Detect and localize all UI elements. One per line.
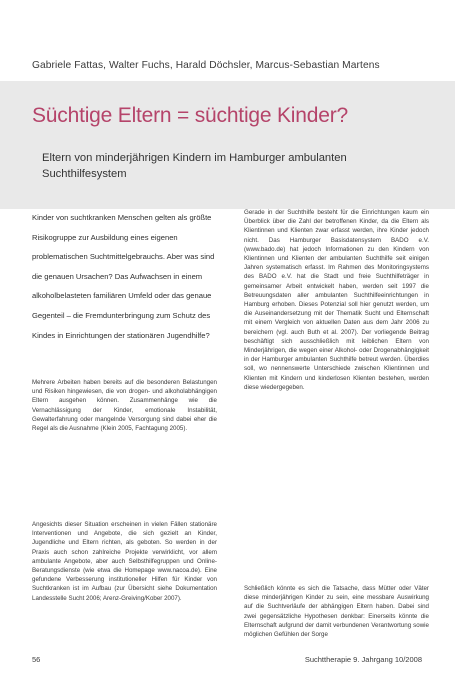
journal-footer: Suchttherapie 9. Jahrgang 10/2008 [304,655,422,664]
body-paragraph: Gerade in der Suchthilfe besteht für die Einrichtungen kaum ein Überblick über die Zahl der betroffenen Kinder, da die Eltern als Klientinnen und Klienten zwar erfasst werden, ihre Kinder jedoch nicht. Das Hamburger Basisdatensystem BADO e.V. (www.bado.de) hat jedoch Informationen zu den Kindern von Klientinnen und Klienten der ambulanten Suchthilfe seit einigen Jahren systematisch erfasst. Im Rahmen des Monitoringsystems des BADO e.V. hat die Stadt und freie Suchthilfeträger in gemeinsamer Arbeit entwickelt haben, werden seit 1997 die Betreuungsdaten aller ambulanten Suchthilfeeinrichtungen in Hamburg erhoben. Dieses Potenzial soll hier genutzt werden, um die Auseinandersetzung mit der Thematik Sucht und Elternschaft mit einem Vergleich von aktuellen Daten aus dem Jahr 2006 zu bereichern (vgl. auch Buth et al. 2007). Der vorliegende Beitrag beschäftigt sich ausschließlich mit leiblichen Eltern von Minderjährigen, die wegen einer Alkohol- oder Drogenabhängigkeit in der Hamburger ambulanten Suchthilfe betreut werden. Überdies soll, wo nennenswerte Unterschiede zwischen Klientinnen und Klienten mit Kindern und kinderlosen Klienten bestehen, werden diese wiedergegeben. [244,209,429,391]
body-paragraph: Schließlich könnte es sich die Tatsache, dass Mütter oder Väter diese minderjährigen Kinder zu sein, eine messbare Auswirkung auf die Suchtverläufe der abhängigen Eltern haben. Dabei sind zwei gegensätzliche Hypothesen denkbar: Einerseits könnte die Elternschaft aufgrund der damit verbundenen Verantwortung sowie möglichen Gefühlen der Sorge [244,585,429,639]
page-number: 56 [32,655,41,664]
body-paragraph: Mehrere Arbeiten haben bereits auf die besonderen Belastungen und Risiken hingewiesen, die von drogen- und alkoholabhängigen Eltern ausgehen können. Zusammenhänge wie die Vernachlässigung der Kinder, emotionale Instabilität, Gewalterfahrung oder mangelnde Versorgung sind dabei eher die Regel als die Ausnahme (Klein 2005, Fachtagung 2005). [32,379,217,433]
body-paragraph: Angesichts dieser Situation erscheinen in vielen Fällen stationäre Interventionen und Angebote, die sich gezielt an Kinder, Jugendliche und Eltern richten, als geboten. So werden in der Praxis auch schon zahlreiche Projekte verwirklicht, vor allem ambulante Angebote, aber auch Selbsthilfegruppen und Online-Beratungsdienste (wie etwa die Homepage www.nacoa.de). Eine gefundene Verbesserung institutioneller Hilfen für Kinder von Suchtkranken ist im Aufbau (zur Übersicht siehe Dokumentation Landesstelle Sucht 2006; Arenz-Greiving/Kober 2007). [32,521,217,602]
body-column-left-2 [32,520,217,603]
title-band [0,81,455,209]
lead-paragraph [32,208,217,345]
body-column-right-2 [244,584,429,639]
lead-text: Kinder von suchtkranken Menschen gelten als größte Risikogruppe zur Ausbildung eines eigenen problematischen Suchtmittelgebrauchs. Aber was sind die genauen Ursachen? Das Aufwachsen in einem alkoholbelasteten familiären Umfeld oder das genaue Gegenteil – die Fremdunterbringung zum Schutz des Kindes in Einrichtungen der stationären Jugendhilfe? [32,213,215,340]
article-subtitle: Eltern von minderjährigen Kindern im Hamburger ambulanten Suchthilfesystem [42,152,347,180]
authors-line: Gabriele Fattas, Walter Fuchs, Harald Döchsler, Marcus-Sebastian Martens [32,60,380,71]
body-column-left-1 [32,378,217,433]
body-column-right-1 [244,208,429,392]
article-title: Süchtige Eltern = süchtige Kinder? [32,104,348,127]
